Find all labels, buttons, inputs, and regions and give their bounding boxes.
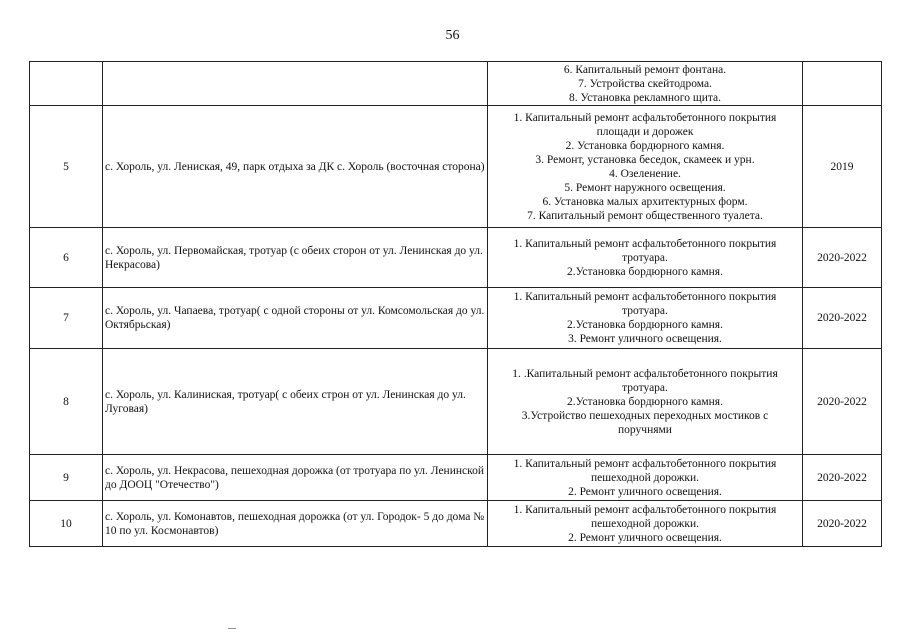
page-number: 56 bbox=[445, 28, 460, 43]
table-row bbox=[30, 501, 882, 547]
row-works bbox=[488, 455, 803, 501]
table-row bbox=[30, 349, 882, 455]
work-item: тротуара. bbox=[622, 305, 668, 317]
work-item: 2.Установка бордюрного камня. bbox=[567, 395, 723, 408]
work-item: 2. Ремонт уличного освещения. bbox=[568, 485, 722, 498]
work-item: 5. Ремонт наружного освещения. bbox=[564, 181, 726, 194]
works-table bbox=[29, 61, 882, 547]
work-item: 1. .Капитальный ремонт асфальтобетонного покрытия bbox=[512, 367, 778, 380]
work-item: 2. Установка бордюрного камня. bbox=[565, 139, 725, 152]
work-item: пешеходной дорожки. bbox=[591, 517, 699, 530]
work-item: 1. Капитальный ремонт асфальтобетонного покрытия bbox=[513, 237, 777, 250]
row-year: 2020-2022 bbox=[803, 349, 882, 455]
work-item: 3. Ремонт уличного освещения. bbox=[568, 333, 722, 345]
address-text: с. Хороль, ул. Комонавтов, пешеходная дорожка (от ул. Городок- 5 до дома № 10 по ул. Космонавтов) bbox=[105, 510, 485, 537]
row-works bbox=[488, 501, 803, 547]
row-number bbox=[30, 62, 103, 106]
row-number: 5 bbox=[30, 106, 103, 228]
address-text: с. Хороль, ул. Лениская, 49, парк отдыха за ДК с. Хороль (восточная сторона) bbox=[105, 160, 485, 173]
work-item: поручнями bbox=[618, 423, 672, 436]
work-item: 6. Капитальный ремонт фонтана. bbox=[563, 63, 727, 76]
row-number: 7 bbox=[30, 288, 103, 349]
work-item: 2. Ремонт уличного освещения. bbox=[568, 531, 722, 544]
work-item: 8. Установка рекламного щита. bbox=[568, 91, 722, 104]
table-row bbox=[30, 455, 882, 501]
work-item: 1. Капитальный ремонт асфальтобетонного покрытия bbox=[513, 457, 777, 470]
table-row bbox=[30, 288, 882, 349]
work-item: 1. Капитальный ремонт асфальтобетонного покрытия bbox=[513, 291, 777, 303]
address-text: с. Хороль, ул. Калиниская, тротуар( с обеих строн от ул. Ленинская до ул. Луговая) bbox=[105, 388, 466, 415]
scan-speck bbox=[228, 628, 236, 629]
work-item: тротуара. bbox=[622, 251, 668, 264]
works-table-body bbox=[30, 62, 882, 547]
row-year: 2020-2022 bbox=[803, 501, 882, 547]
row-works bbox=[488, 228, 803, 288]
work-item: 1. Капитальный ремонт асфальтобетонного покрытия bbox=[513, 111, 777, 124]
work-item: 4. Озеленение. bbox=[609, 167, 681, 180]
row-year: 2020-2022 bbox=[803, 288, 882, 349]
row-number: 9 bbox=[30, 455, 103, 501]
table-row bbox=[30, 62, 882, 106]
table-row bbox=[30, 106, 882, 228]
row-works bbox=[488, 106, 803, 228]
row-works bbox=[488, 288, 803, 349]
row-address bbox=[103, 288, 488, 349]
work-item: тротуара. bbox=[622, 381, 668, 394]
work-item: 2.Установка бордюрного камня. bbox=[567, 319, 723, 331]
row-year: 2020-2022 bbox=[803, 455, 882, 501]
table-row bbox=[30, 228, 882, 288]
row-address bbox=[103, 62, 488, 106]
row-address bbox=[103, 228, 488, 288]
address-text: с. Хороль, ул. Чапаева, тротуар( с одной стороны от ул. Комсомольская до ул. Октябрьская) bbox=[105, 305, 485, 331]
row-year bbox=[803, 62, 882, 106]
row-year: 2020-2022 bbox=[803, 228, 882, 288]
row-address bbox=[103, 349, 488, 455]
row-address bbox=[103, 501, 488, 547]
address-text: с. Хороль, ул. Первомайская, тротуар (с обеих сторон от ул. Ленинская до ул. Некрасова) bbox=[105, 244, 483, 271]
row-year: 2019 bbox=[803, 106, 882, 228]
row-number: 8 bbox=[30, 349, 103, 455]
work-item: 7. Капитальный ремонт общественного туалета. bbox=[527, 209, 763, 222]
work-item: 3. Ремонт, установка беседок, скамеек и урн. bbox=[535, 153, 755, 166]
work-item: 6. Установка малых архитектурных форм. bbox=[542, 195, 748, 208]
work-item: 2.Установка бордюрного камня. bbox=[567, 265, 723, 278]
work-item: площади и дорожек bbox=[596, 125, 694, 138]
row-address bbox=[103, 455, 488, 501]
work-item: 3.Устройство пешеходных переходных мостиков с bbox=[521, 409, 769, 422]
row-works bbox=[488, 62, 803, 106]
row-works bbox=[488, 349, 803, 455]
row-number: 10 bbox=[30, 501, 103, 547]
work-item: пешеходной дорожки. bbox=[591, 471, 699, 484]
row-number: 6 bbox=[30, 228, 103, 288]
work-item: 1. Капитальный ремонт асфальтобетонного покрытия bbox=[513, 503, 777, 516]
work-item: 7. Устройства скейтодрома. bbox=[578, 77, 712, 90]
row-address bbox=[103, 106, 488, 228]
address-text: с. Хороль, ул. Некрасова, пешеходная дорожка (от тротуара по ул. Ленинской до ДООЦ "Отечество") bbox=[105, 464, 485, 491]
